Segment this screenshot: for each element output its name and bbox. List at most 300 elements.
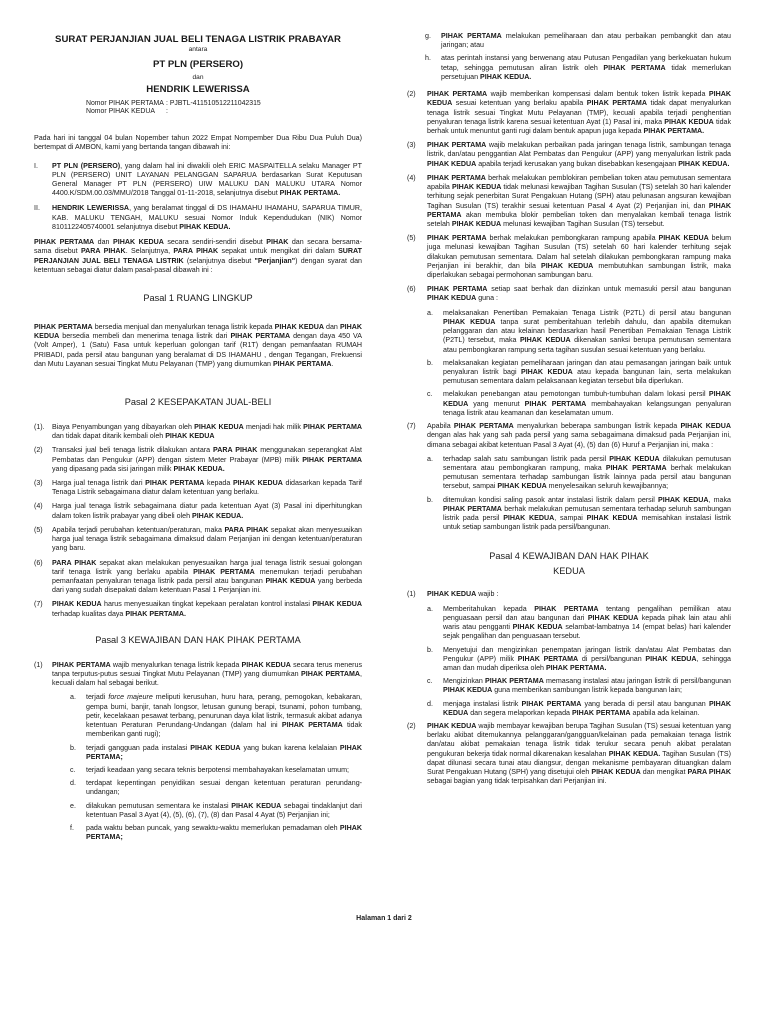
pasal-3-subitem bbox=[427, 496, 731, 533]
text-run: tidak memberikan ganti rugi); bbox=[86, 721, 362, 739]
pasal-3-item-1-text bbox=[52, 661, 362, 689]
pasal-4-item-2-text bbox=[427, 722, 731, 787]
pasal-2-item-text bbox=[52, 526, 362, 554]
party-one-end: PIHAK PERTAMA. bbox=[279, 189, 341, 198]
party-two-text bbox=[52, 204, 362, 232]
text-run: PIHAK KEDUA bbox=[503, 514, 555, 523]
pasal-2-item-number: (6) bbox=[34, 558, 43, 567]
pasal-3-subitem bbox=[70, 693, 362, 739]
text-run: menyelesaikan seluruh kewajibannya; bbox=[546, 482, 669, 491]
pasal-3-item-number: (4) bbox=[407, 173, 416, 182]
text-run: sepakat akan melakukan penyesuaikan harga jual tenaga listrik sesuai golongan tarif tenaga listrik yang berlaku apabila bbox=[52, 558, 362, 576]
text-run: Harga jual tenaga listrik dari bbox=[52, 479, 146, 488]
text-run: atau kepada bangunan lain, serta melakukan pemutusan sementara dalam pelaksanaan kegiatan tersebut bila diperlukan. bbox=[443, 368, 732, 386]
text-run: PIHAK PERTAMA bbox=[52, 660, 111, 669]
text-run: PIHAK KEDUA bbox=[658, 495, 709, 504]
pasal-4-heading-line-1: Pasal 4 KEWAJIBAN DAN HAK PIHAK bbox=[489, 550, 649, 561]
pasal-2-item-number: (3) bbox=[34, 479, 43, 488]
nomor-kedua-label: Nomor PIHAK KEDUA bbox=[86, 107, 155, 115]
pasal-3-item-number: (5) bbox=[407, 234, 416, 243]
text-run: tentang pengalihan pemilikan atau penguasaan persil dan atau bangunan dari bbox=[443, 604, 731, 622]
text-run: PIHAK KEDUA bbox=[519, 336, 571, 345]
text-run: atas perintah instansi yang berwenang atau Putusan Pengadilan yang berkekuatan hukum tetap, sehingga pemutusan aliran listrik oleh bbox=[441, 54, 731, 72]
p1-a: PIHAK PERTAMA bbox=[34, 322, 93, 331]
pasal-3-subitem bbox=[427, 455, 731, 492]
pasal-3-item-number: (6) bbox=[407, 285, 416, 294]
pasal-2-item-text bbox=[52, 479, 362, 497]
closing-n: ) dengan syarat dan ketentuan sebagai diatur dalam pasal-pasal dibawah ini : bbox=[34, 256, 362, 274]
text-run: PIHAK PERTAMA bbox=[441, 32, 502, 40]
text-run: PIHAK KEDUA bbox=[231, 801, 282, 810]
pasal-3-item-number: (2) bbox=[407, 90, 416, 99]
p1-c: PIHAK KEDUA bbox=[274, 322, 324, 331]
text-run: PIHAK KEDUA bbox=[427, 722, 477, 731]
pasal-3-item bbox=[407, 234, 731, 280]
pasal-2-item bbox=[34, 423, 362, 441]
closing-a: PIHAK PERTAMA bbox=[34, 238, 95, 247]
text-run: PIHAK PERTAMA bbox=[281, 721, 343, 730]
text-run: melakukan pemeliharaan dan atau perbaikan pembangkit dan atau jaringan; atau bbox=[441, 32, 732, 50]
text-run: Mengizinkan bbox=[443, 677, 486, 686]
closing-d: secara sendiri-sendiri disebut bbox=[163, 238, 267, 247]
text-run: melaksanakan kegiatan pemeliharaan jaringan dan atau pemasangan jaringan baik untuk penyaluran listrik bagi bbox=[443, 358, 731, 376]
party-two-item bbox=[34, 204, 362, 232]
text-run: PARA PIHAK bbox=[687, 768, 731, 777]
pasal-4-sublist bbox=[407, 605, 731, 718]
pasal-3-item-7-text bbox=[427, 422, 731, 450]
pasal-2-item-number: (1). bbox=[34, 422, 45, 431]
pasal-3-subitem-text bbox=[86, 802, 362, 820]
text-run: PIHAK KEDUA. bbox=[608, 749, 661, 758]
pasal-3-subitem-text bbox=[86, 693, 362, 739]
pasal-3-item-7-number: (7) bbox=[407, 422, 416, 431]
pasal-2-item-text bbox=[52, 502, 362, 520]
pasal-2-item bbox=[34, 559, 362, 596]
nomor-block bbox=[86, 100, 362, 117]
pasal-4-subitem-number: b. bbox=[427, 645, 433, 654]
pasal-3-item-7-sublist bbox=[407, 455, 731, 533]
text-run: PARA PIHAK bbox=[224, 525, 269, 534]
text-run: PIHAK PERTAMA bbox=[517, 654, 579, 663]
text-run: Apabila terjadi perubahan ketentuan/peraturan, maka bbox=[52, 525, 225, 534]
text-run: PIHAK KEDUA bbox=[586, 514, 638, 523]
text-run: tanpa surat pemberitahuan terlebih dahulu, dan apabila ditemukan pelanggaran dan atau kelainan berdasarkan hasil Penertiban Pemakaian Tenaga Listrik (P2TL) tersebut, maka bbox=[443, 317, 731, 345]
p1-h: dengan daya 450 VA (Volt Amper), 1 (Satu) Fasa untuk keperluan golongan tarif (R1T) dengan pemanfaatan RUMAH PRIBADI, pada persil atau bangunan yang beralamat di DS IHAMAHU , dengan Tegangan, Frekuensi dan Mutu Layanan sesuai Tingkat Mutu Pelayanan (TMP) yang diumumkan bbox=[34, 332, 362, 368]
pasal-4-subitem bbox=[427, 677, 731, 695]
pasal-3-subitem bbox=[425, 32, 731, 50]
text-run: tidak melunasi kewajiban Tagihan Susulan (TS) setelah 30 hari kalender terhitung sejak penerbitan Surat Pengakuan Hutang (SPH) atau pelunasan angsuran kewajiban Tagihan Susulan (TS) terakhir sesuai ketentuan Pasal 4 Ayat (2) Perjanjian ini, dan bbox=[427, 183, 731, 210]
text-run: terjadi keadaan yang secara teknis berpotensi membahayakan keselamatan umum; bbox=[86, 766, 350, 775]
text-run: melakukan penebangan atau pemotongan tumbuh-tumbuhan dalam lokasi persil bbox=[443, 390, 709, 399]
text-run: PIHAK PERTAMA bbox=[302, 455, 362, 464]
text-run: meliputi kerusuhan, huru hara, perang, pemogokan, kebakaran, gempa bumi, banjir, tanah longsor, letusan gunung berapi, tsunami, pohon tumbang, petir, kecelakaan pesawat terbang, penurunan daya kilat listrik, termasuk akibat adanya ketentuan Peraturan Perundang-Undangan (dalam hal ini bbox=[86, 693, 362, 730]
text-run: PIHAK KEDUA bbox=[427, 294, 477, 303]
text-run: PIHAK KEDUA bbox=[241, 660, 291, 669]
text-run: PIHAK KEDUA bbox=[443, 390, 731, 408]
pasal-3-item-number: (3) bbox=[407, 141, 416, 150]
pasal-4-subitem-text bbox=[443, 605, 731, 642]
text-run: PIHAK PERTAMA bbox=[427, 141, 487, 150]
pasal-3-subitem bbox=[70, 766, 362, 775]
text-run: dan segera melaporkan kepada bbox=[468, 708, 572, 717]
text-run: yang bukan karena kelalaian bbox=[240, 743, 340, 752]
pasal-4-subitem bbox=[427, 646, 731, 674]
p1-g: PIHAK PERTAMA bbox=[230, 332, 291, 341]
text-run: PIHAK PERTAMA. bbox=[545, 663, 607, 672]
text-run: dilakukan pemutusan sementara atau pembongkaran rampung, maka bbox=[443, 454, 731, 472]
pasal-4-subitem bbox=[427, 605, 731, 642]
pasal-3-sublist bbox=[34, 693, 362, 842]
text-run: Harga jual tenaga listrik sebagaimana diatur pada ketentuan Ayat (3) Pasal ini diperhitungkan dalam token listrik prabayar yang dibeli oleh bbox=[52, 502, 362, 520]
text-run: wajib melakukan perbaikan pada jaringan tenaga listrik, sambungan tenaga listrik, dan/atau penggantian Alat Pembatas dan Pengukur (APP) yang menyalurkan listrik pada bbox=[427, 141, 731, 159]
text-run: dikenakan sanksi berupa pemutusan sementara atau pembongkaran rampung serta tagihan susulan sesuai ketentuan yang berlaku. bbox=[443, 336, 731, 354]
text-run: membutuhkan sambungan listrik, maka diperlakukan sebagai permohonan sambungan baru. bbox=[427, 261, 731, 280]
text-run: terjadi gangguan pada instalasi bbox=[86, 743, 191, 752]
text-run: sepakat akan menyesuaikan harga jual tenaga listrik sebagaimana dimaksud dalam Perjanjian ini dengan ketentuan/peraturan yang baru. bbox=[52, 525, 362, 553]
text-run: PIHAK KEDUA bbox=[165, 432, 215, 441]
nomor-kedua-value: : bbox=[166, 107, 168, 115]
text-run: memisahkan instalasi listrik untuk setiap sambungan listrik pada persil/bangunan. bbox=[443, 514, 731, 532]
text-run: PIHAK PERTAMA. bbox=[643, 126, 705, 135]
text-run: pada waktu beban puncak, yang sewaktu-waktu memerlukan pemadaman oleh bbox=[86, 824, 340, 833]
pasal-3-subitem-text bbox=[443, 309, 731, 355]
text-run: PIHAK PERTAMA bbox=[443, 504, 502, 513]
text-run: memasang instalasi atau jaringan listrik di persil/bangunan bbox=[543, 677, 731, 686]
text-run: PIHAK PERTAMA bbox=[301, 670, 361, 679]
pasal-3-subitem-number: e. bbox=[70, 801, 76, 810]
pasal-4-subitem-number: c. bbox=[427, 677, 433, 686]
pasal-3-subitem-number: g. bbox=[425, 32, 431, 40]
text-run: berhak melakukan pemutusan sementara terhadap seluruh sambungan listrik pada persil bbox=[443, 504, 731, 523]
pasal-3-subitem-text bbox=[443, 455, 731, 492]
pasal-2-item-text bbox=[52, 600, 362, 618]
text-run: sebagai tindaklanjut dari ketentuan Pasal 3 Ayat (4), (5), (6), (7), (8) dan Pasal 4 Ayat (5) Perjanjian ini; bbox=[86, 801, 363, 819]
pasal-3-subitem bbox=[70, 802, 362, 820]
pasal-3-subitem-number: a. bbox=[427, 308, 433, 317]
pasal-3-item bbox=[407, 90, 731, 136]
p1-e: PIHAK KEDUA bbox=[34, 322, 363, 341]
pasal-2-item bbox=[34, 479, 362, 497]
text-run: PIHAK KEDUA bbox=[587, 613, 639, 622]
pasal-3-subitem bbox=[427, 359, 731, 387]
p1-j: . bbox=[331, 359, 334, 368]
text-run: PIHAK PERTAMA bbox=[534, 604, 599, 613]
text-run: yang berada di persil atau bangunan bbox=[581, 699, 709, 708]
pasal-2-item-text bbox=[52, 559, 362, 596]
text-run: PIHAK PERTAMA bbox=[427, 234, 487, 243]
pasal-3-subitem-text bbox=[441, 32, 731, 50]
text-run: PIHAK KEDUA bbox=[427, 159, 477, 168]
text-run: PIHAK PERTAMA bbox=[603, 63, 666, 72]
text-run: di persil/bangunan bbox=[578, 654, 646, 663]
text-run: PIHAK KEDUA. bbox=[191, 511, 244, 520]
pasal-2-item bbox=[34, 502, 362, 520]
text-run: , kecuali dalam hal sebagai berikut. bbox=[52, 670, 362, 688]
pasal-2-item-number: (5) bbox=[34, 525, 43, 534]
p1-b: bersedia menjual dan menyalurkan tenaga listrik kepada bbox=[92, 322, 275, 331]
text-run: PIHAK KEDUA bbox=[520, 368, 573, 376]
pasal-2-item-text bbox=[52, 423, 362, 441]
text-run: PIHAK KEDUA bbox=[194, 422, 244, 431]
text-run: apabila terjadi kerusakan yang bukan disebabkan kesengajaan bbox=[476, 159, 679, 168]
pasal-3-subitem-number: c. bbox=[427, 390, 433, 399]
pasal-3-subitem-text bbox=[86, 824, 362, 842]
closing-b: dan bbox=[94, 238, 114, 247]
text-run: berhak melakukan pemutusan sementara terhadap sambungan listrik lainnya pada persil atau bangunan tersebut, sampai bbox=[443, 463, 731, 491]
text-run: PIHAK KEDUA bbox=[443, 699, 732, 717]
pasal-3-subitem-number: a. bbox=[427, 454, 433, 463]
text-run: membahayakan kelangsungan penyaluran tenaga listrik atau keamanan dan keselamatan umum. bbox=[443, 399, 732, 417]
pasal-3-item-text bbox=[427, 174, 731, 229]
pasal-3-subitem bbox=[70, 824, 362, 842]
text-run: wajib : bbox=[476, 590, 499, 599]
text-run: PIHAK KEDUA bbox=[591, 768, 641, 777]
text-run: PIHAK PERTAMA bbox=[427, 173, 486, 182]
closing-j: sepakat untuk mengikat diri dalam bbox=[218, 247, 339, 256]
closing-m: "Perjanjian" bbox=[254, 256, 296, 265]
text-run: PIHAK KEDUA bbox=[427, 90, 731, 108]
text-run: menyalurkan beberapa sambungan listrik kepada bbox=[513, 422, 681, 431]
party-one-number: I. bbox=[34, 161, 38, 170]
text-run: PIHAK KEDUA bbox=[443, 317, 496, 326]
text-run: PIHAK KEDUA. bbox=[480, 72, 532, 81]
pasal-3-subitem-number: f. bbox=[70, 824, 74, 833]
party-one-item bbox=[34, 162, 362, 199]
pasal-3-subitem-number: d. bbox=[70, 779, 76, 788]
pasal-4-item-1 bbox=[407, 590, 731, 599]
pasal-3-heading: Pasal 3 KEWAJIBAN DAN HAK PIHAK PERTAMA bbox=[95, 634, 301, 645]
nomor-pln-value: : PJBTL-411510512211042315 bbox=[166, 99, 261, 107]
text-run: PIHAK KEDUA bbox=[451, 219, 502, 228]
text-run: PARA PIHAK bbox=[52, 558, 97, 567]
text-run: PIHAK PERTAMA bbox=[586, 99, 647, 108]
pasal-3-subitem-text bbox=[86, 744, 362, 762]
text-run: menggunakan seperangkat Alat Pembatas dan Pengukur (APP) dengan sistem Meter Prabayar (MPB) milik bbox=[52, 446, 362, 464]
text-run: PIHAK KEDUA bbox=[664, 117, 714, 126]
text-run: Biaya Penyambungan yang dibayarkan oleh bbox=[52, 422, 195, 431]
text-run: kepada pihak lain atau ahli waris atau pengganti bbox=[443, 613, 731, 632]
text-run: PIHAK PERTAMA; bbox=[86, 743, 362, 761]
page-footer: Halaman 1 dari 2 bbox=[356, 915, 412, 922]
text-run: PIHAK KEDUA bbox=[540, 261, 594, 270]
pasal-3-item-text bbox=[427, 234, 731, 280]
text-run: dan mengikat bbox=[640, 768, 688, 777]
party-two-end: PIHAK KEDUA. bbox=[179, 222, 231, 231]
pasal-3-subitem-text bbox=[86, 779, 362, 797]
text-run: PIHAK PERTAMA bbox=[427, 90, 488, 99]
document-title: SURAT PERJANJIAN JUAL BELI TENAGA LISTRIK PRABAYAR bbox=[55, 34, 341, 45]
text-run: menjadi hak milik bbox=[243, 422, 304, 431]
text-run: terjadi bbox=[86, 693, 109, 702]
closing-f: dan secara bersama-sama disebut bbox=[34, 238, 362, 256]
text-run: guna : bbox=[476, 294, 498, 303]
text-run: force majeure bbox=[108, 693, 153, 702]
text-run: menjaga instalasi listrik bbox=[443, 699, 522, 708]
right-column bbox=[407, 32, 731, 792]
text-run: akan membuka blokir pembelian token dan menyalakan kembali tenaga listrik setelah bbox=[427, 210, 731, 228]
pasal-3-item-text bbox=[427, 90, 731, 136]
party-two-name: HENDRIK LEWERISSA bbox=[146, 84, 250, 96]
pasal-3-subitem-number: b. bbox=[427, 495, 433, 504]
text-run: PIHAK PERTAMA bbox=[453, 422, 514, 431]
antara-text: antara bbox=[188, 46, 208, 54]
text-run: PIHAK PERTAMA bbox=[303, 422, 363, 431]
text-run: menemukan terjadi perubahan pemanfaatan penyaluran tenaga listrik pada persil atau bangunan bbox=[52, 567, 362, 585]
pasal-3-item-text bbox=[427, 141, 731, 169]
pasal-3-item bbox=[407, 285, 731, 303]
text-run: tidak memerlukan persetujuan bbox=[441, 63, 731, 81]
pasal-4-subitem-text bbox=[443, 646, 731, 674]
text-run: PIHAK KEDUA bbox=[52, 600, 102, 609]
text-run: Transaksi jual beli tenaga listrik dilakukan antara bbox=[52, 446, 214, 455]
text-run: PARA PIHAK bbox=[213, 446, 258, 455]
pasal-3-subitem-number: a. bbox=[70, 693, 76, 702]
dan-text: dan bbox=[192, 73, 204, 81]
text-run: PIHAK PERTAMA bbox=[605, 463, 667, 472]
text-run: tidak berhak untuk menuntut ganti rugi dalam bentuk apapun juga kepada bbox=[427, 117, 732, 135]
pasal-2-heading: Pasal 2 KESEPAKATAN JUAL-BELI bbox=[124, 396, 272, 407]
pasal-3-subitem-number: c. bbox=[70, 766, 76, 775]
text-run: PIHAK KEDUA bbox=[443, 686, 493, 695]
pasal-2-item bbox=[34, 600, 362, 618]
text-run: PIHAK PERTAMA bbox=[427, 201, 731, 219]
pasal-4-heading-line-2: KEDUA bbox=[553, 566, 585, 577]
text-run: terhadap kualitas daya bbox=[52, 609, 126, 618]
text-run: yang menurut bbox=[468, 399, 525, 408]
pasal-4-subitem-text bbox=[443, 677, 731, 695]
text-run: PIHAK PERTAMA bbox=[145, 479, 205, 488]
text-run: PIHAK KEDUA bbox=[451, 183, 502, 192]
text-run: didasarkan kepada Tarif Tenaga Listrik sebagaimana diatur dalam ketentuan yang berlaku. bbox=[52, 479, 362, 497]
text-run: wajib menyalurkan tenaga listrik kepada bbox=[110, 660, 242, 669]
text-run: terdapat kepentingan penyidikan sesuai dengan ketentuan peraturan perundang-undangan; bbox=[86, 779, 362, 797]
pasal-1-paragraph bbox=[34, 323, 362, 369]
pasal-2-item bbox=[34, 526, 362, 554]
text-run: belum juga melunasi kewajiban Tagihan Susulan (TS) setelah 60 hari kalender terhitung sejak dilakukan pemutusan sementara. Dalam hal setelah dilakukan pembongkaran rampung maka Perjanjian ini berakhir, dan bila bbox=[427, 234, 732, 270]
party-two-bold: HENDRIK LEWERISSA bbox=[52, 204, 130, 213]
closing-h: . Selanjutnya, bbox=[125, 247, 174, 256]
pasal-3-subitem-text bbox=[443, 359, 731, 387]
text-run: wajib memberikan kompensasi dalam bentuk token listrik kepada bbox=[487, 90, 709, 99]
pasal-2-item-text bbox=[52, 446, 362, 474]
closing-l: (selanjutnya disebut bbox=[183, 256, 255, 265]
pasal-3-subitem bbox=[70, 779, 362, 797]
text-run: PIHAK PERTAMA; bbox=[86, 824, 362, 842]
text-run: PIHAK KEDUA bbox=[512, 623, 563, 632]
pasal-4-item-1-number: (1) bbox=[407, 590, 416, 599]
closing-g: PARA PIHAK bbox=[80, 247, 126, 256]
party-two-desc: , yang beralamat tinggal di DS IHAMAHU IHAMAHU, SAPARUA TIMUR, KAB. MALUKU TENGAH, MALUKU sesuai Nomor Induk Kependudukan (NIK) Nomor 8101122405740001 selanjutnya disebut bbox=[52, 204, 362, 231]
pasal-3-subitem bbox=[427, 309, 731, 355]
pasal-3-item-text bbox=[427, 285, 731, 303]
text-run: PIHAK KEDUA bbox=[680, 422, 732, 431]
text-run: sesuai ketentuan yang berlaku apabila bbox=[452, 99, 587, 108]
p1-f: bersedia membeli dan menerima tenaga listrik dari bbox=[59, 332, 231, 341]
text-run: yang dipasang pada sisi jaringan milik bbox=[52, 464, 174, 473]
text-run: kepada bbox=[204, 479, 233, 488]
pasal-3-subitem-number: b. bbox=[427, 358, 433, 367]
text-run: PIHAK PERTAMA. bbox=[125, 609, 186, 618]
pasal-3-subitem bbox=[427, 390, 731, 418]
party-one-name: PT PLN (PERSERO) bbox=[152, 59, 244, 71]
pasal-3-subitem-number: h. bbox=[425, 54, 431, 63]
pasal-4-subitem-number: a. bbox=[427, 604, 433, 613]
text-run: , sampai bbox=[554, 514, 587, 523]
text-run: apabila ada kelainan. bbox=[630, 708, 700, 717]
text-run: melaksanakan Penertiban Pemakaian Tenaga Listrik (P2TL) di persil atau bangunan bbox=[443, 308, 731, 317]
closing-e: PIHAK bbox=[266, 238, 289, 247]
pasal-3-subitem-text bbox=[86, 766, 362, 775]
text-run: tidak dapat menyalurkan tenaga listrik sesuai Tingkat Mutu Pelayanan (TMP), kecuali apabila terjadi penghentian penyaluran tenaga listrik karena sesuai ketentuan Ayat (1) Pasal ini, maka bbox=[427, 99, 731, 126]
text-run: harus menyesuaikan tingkat kepekaan peralatan kontrol instalasi bbox=[101, 600, 313, 609]
closing-c: PIHAK KEDUA bbox=[113, 238, 164, 247]
text-run: PIHAK PERTAMA bbox=[521, 699, 582, 708]
text-run: Menyetujui dan mengizinkan penempatan jaringan listrik dan/atau Alat Pembatas dan Pengukur (APP) milik bbox=[443, 645, 731, 663]
pasal-4-item-1-text bbox=[427, 590, 731, 599]
pasal-2-item bbox=[34, 446, 362, 474]
text-run: wajib membayar kewajiban berupa Tagihan Susulan (TS) sesuai ketentuan yang berlaku akibat ditemukannya pelanggaran/gangguan/kelainan pada pemakaian tenaga listrik dan/atau akibat pemakaian tenaga listrik tidak terukur secara penuh akibat peralatan pengukuran bekerja tidak normal dikarenakan kesalahan bbox=[427, 722, 731, 758]
text-run: PIHAK PERTAMA bbox=[193, 567, 255, 576]
pasal-4-subitem-text bbox=[443, 700, 731, 718]
pasal-2-item-number: (4) bbox=[34, 502, 43, 511]
pasal-4-item-2-number: (2) bbox=[407, 722, 416, 731]
text-run: PIHAK KEDUA. bbox=[678, 159, 730, 168]
text-run: , sehingga aman dan mudah diperiksa oleh bbox=[443, 654, 732, 672]
nomor-pln-row bbox=[86, 100, 362, 108]
party-two-number: II. bbox=[34, 204, 40, 213]
text-run: yang berbeda dari yang sudah disepakati dalam ketentuan Pasal 1 Perjanjian ini. bbox=[52, 577, 363, 595]
text-run: PIHAK KEDUA bbox=[645, 654, 697, 663]
pasal-1-heading: Pasal 1 RUANG LINGKUP bbox=[143, 292, 253, 303]
text-run: dan tidak dapat ditarik kembali oleh bbox=[52, 432, 166, 441]
pasal-4-subitem bbox=[427, 700, 731, 718]
text-run: PIHAK PERTAMA bbox=[485, 677, 544, 686]
text-run: ditemukan kondisi saling pasok antar instalasi listrik dalam persil bbox=[443, 495, 659, 504]
text-run: PIHAK PERTAMA bbox=[524, 399, 587, 408]
text-run: PIHAK KEDUA. bbox=[173, 464, 225, 473]
text-run: setiap saat berhak dan diizinkan untuk memasuki persil atau bangunan bbox=[487, 285, 732, 294]
text-run: PIHAK PERTAMA bbox=[571, 708, 631, 717]
left-column bbox=[34, 30, 362, 847]
text-run: PIHAK KEDUA bbox=[609, 454, 660, 463]
party-one-bold: PT PLN (PERSERO) bbox=[52, 161, 121, 170]
text-run: sebagai bagian yang tidak terpisahkan dari Perjanjian ini. bbox=[427, 777, 607, 786]
text-run: PIHAK KEDUA bbox=[190, 743, 241, 752]
text-run: PIHAK PERTAMA bbox=[427, 285, 488, 294]
pasal-2-list bbox=[34, 423, 362, 619]
text-run: PIHAK KEDUA bbox=[312, 600, 363, 609]
text-run: dilakukan pemutusan sementara ke instalasi bbox=[86, 801, 232, 810]
text-run: Memberitahukan kepada bbox=[443, 604, 535, 613]
parties-closing-paragraph bbox=[34, 238, 362, 275]
pasal-3-item-6-sublist bbox=[407, 309, 731, 418]
text-run: selambat-lambatnya 14 (empat belas) hari kalender sejak pengalihan dan penguasaan tersebut. bbox=[443, 623, 732, 641]
pasal-3-item-1-number: (1) bbox=[34, 660, 43, 669]
text-run: PIHAK KEDUA bbox=[658, 234, 709, 243]
text-run: PIHAK KEDUA bbox=[427, 590, 477, 599]
pasal-4-subitem-number: d. bbox=[427, 699, 433, 708]
pasal-3-items-right bbox=[407, 90, 731, 304]
pasal-3-item bbox=[407, 174, 731, 229]
pasal-2-item-number: (2) bbox=[34, 446, 43, 455]
pasal-3-sublist-continued bbox=[407, 32, 731, 82]
party-one-desc: , yang dalam hal ini diwakili oleh ERIC MASPAITELLA selaku Manager PT PLN (PERSERO) UNIT LAYANAN PELANGGAN SAPARUA berdasarkan Surat Keputusan General Manager PT PLN (PERSERO) UIW MALUKU DAN MALUKU UTARA Nomor 4400.K/SDM.00.03/MMU/2018 Tanggal 01-11-2018, selanjutnya disebut bbox=[52, 161, 362, 198]
text-run: dengan alas hak yang sah pada persil yang sama sebagaimana dimaksud pada Perjanjian ini, dimana sebagai akibat ketentuan Pasal 3 Ayat (4), (5) dan (6) Huruf a Perjanjian ini, maka : bbox=[427, 431, 731, 449]
pasal-3-item-7 bbox=[407, 422, 731, 450]
party-one-text bbox=[52, 162, 362, 199]
text-run: melunasi kewajiban Tagihan Susulan (TS) tersebut. bbox=[501, 219, 665, 228]
pasal-3-subitem-text bbox=[443, 496, 731, 533]
